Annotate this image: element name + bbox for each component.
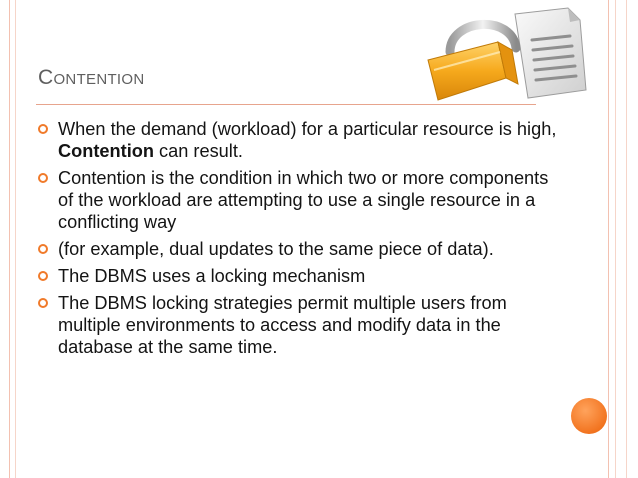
bullet-ring-icon (38, 298, 48, 308)
decorative-rule (626, 0, 627, 478)
orange-circle-decoration (571, 398, 607, 434)
list-item: When the demand (workload) for a particular resource is high, Contention can result. (38, 118, 558, 162)
bullet-ring-icon (38, 271, 48, 281)
decorative-rule (15, 0, 16, 478)
bullet-ring-icon (38, 244, 48, 254)
list-item: Contention is the condition in which two or more components of the workload are attempting to use a single resource in a conflicting way (38, 167, 558, 233)
list-item: (for example, dual updates to the same piece of data). (38, 238, 558, 260)
slide-title: Contention (38, 66, 145, 89)
title-underline (36, 104, 536, 105)
bullet-list (38, 118, 558, 363)
padlock-document-icon (420, 0, 610, 110)
list-item: The DBMS uses a locking mechanism (38, 265, 558, 287)
bullet-ring-icon (38, 173, 48, 183)
bullet-ring-icon (38, 124, 48, 134)
decorative-rule (615, 0, 616, 478)
decorative-rule (9, 0, 10, 478)
list-item: The DBMS locking strategies permit multiple users from multiple environments to access and modify data in the database at the same time. (38, 292, 558, 358)
